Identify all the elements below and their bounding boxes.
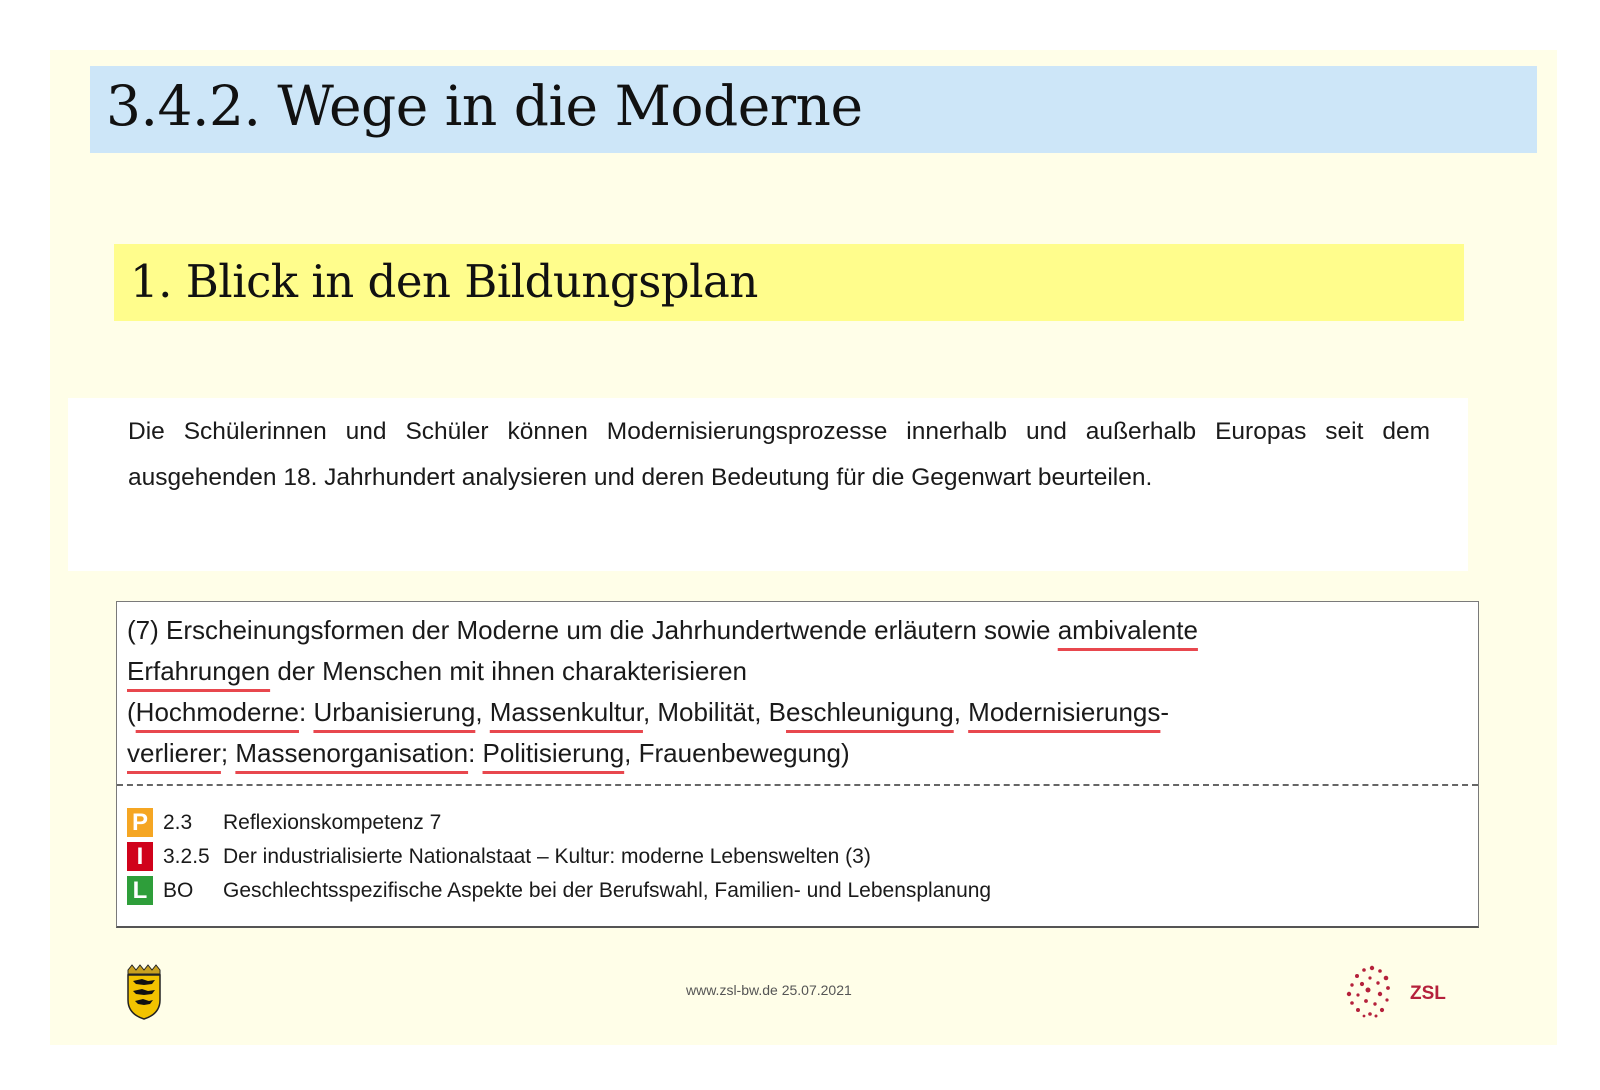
badge-l-icon: L bbox=[127, 876, 153, 905]
reference-label: Reflexionskompetenz 7 bbox=[223, 811, 442, 834]
slide-subtitle: 1. Blick in den Bildungsplan bbox=[130, 255, 758, 308]
text-segment: , bbox=[953, 697, 969, 727]
slide-title: 3.4.2. Wege in die Moderne bbox=[106, 74, 863, 138]
standard-text bbox=[127, 610, 1457, 774]
highlight-modernisierungs: Modernisierungs bbox=[968, 697, 1161, 727]
badge-i-icon: I bbox=[127, 842, 153, 871]
zsl-dots-icon bbox=[1340, 958, 1460, 1022]
slide bbox=[50, 50, 1557, 1045]
highlight-verlierer: verlierer bbox=[127, 738, 221, 768]
text-segment: , bbox=[475, 697, 490, 727]
highlight-urbanisierung: Urbanisierung bbox=[313, 697, 476, 727]
dashed-divider bbox=[117, 784, 1478, 786]
standard-box bbox=[116, 601, 1479, 928]
highlight-politisierung: Politisierung bbox=[482, 738, 625, 768]
footer-url-date: www.zsl-bw.de 25.07.2021 bbox=[686, 982, 852, 998]
reference-label: Der industrialisierte Nationalstaat – Kultur: moderne Lebenswelten (3) bbox=[223, 845, 871, 868]
reference-label: Geschlechtsspezifische Aspekte bei der Berufswahl, Familien- und Lebensplanung bbox=[223, 879, 992, 902]
text-segment: ( bbox=[127, 697, 136, 727]
highlight-hochmoderne: Hochmoderne bbox=[135, 697, 299, 727]
highlight-massenorganisation: Massenorganisation bbox=[235, 738, 469, 768]
text-segment: - bbox=[1160, 697, 1170, 727]
highlight-beschleunigung: eschleunigung bbox=[786, 697, 954, 727]
highlight-ambivalente: ambivalente bbox=[1057, 615, 1198, 645]
zsl-logo-icon bbox=[1340, 958, 1460, 1027]
subtitle-bar bbox=[114, 244, 1464, 321]
text-segment: : bbox=[468, 738, 483, 768]
reference-code: BO bbox=[163, 879, 194, 902]
standard-line-3 bbox=[127, 692, 1457, 733]
title-bar bbox=[90, 66, 1537, 153]
text-segment: , Frauenbewegung) bbox=[624, 738, 850, 768]
text-segment: : bbox=[298, 697, 314, 727]
text-segment: (7) Erscheinungsformen der Moderne um die Jahrhundertwende erläutern sowie bbox=[127, 615, 1058, 645]
reference-code: 3.2.5 bbox=[163, 845, 210, 868]
text-segment: , Mobilität, B bbox=[642, 697, 787, 727]
standard-line-1 bbox=[127, 610, 1457, 651]
highlight-erfahrungen: Erfahrungen bbox=[127, 656, 271, 686]
competence-goal-box bbox=[68, 398, 1468, 571]
text-segment: ; bbox=[220, 738, 236, 768]
competence-goal-text: Die Schülerinnen und Schüler können Modernisierungsprozesse innerhalb und außerhalb Europas seit dem ausgehenden 18. Jahrhundert analysieren und deren Bedeutung für die Gegenwart beurteilen. bbox=[128, 418, 1430, 491]
highlight-massenkultur: Massenkultur bbox=[489, 697, 643, 727]
standard-line-4 bbox=[127, 733, 1457, 774]
zsl-logo-text: ZSL bbox=[1410, 983, 1446, 1004]
reference-code: 2.3 bbox=[163, 811, 193, 834]
bw-coat-of-arms-icon bbox=[122, 964, 166, 1020]
standard-line-2 bbox=[127, 651, 1457, 692]
badge-p-icon: P bbox=[127, 808, 153, 837]
text-segment: der Menschen mit ihnen charakterisieren bbox=[270, 656, 748, 686]
